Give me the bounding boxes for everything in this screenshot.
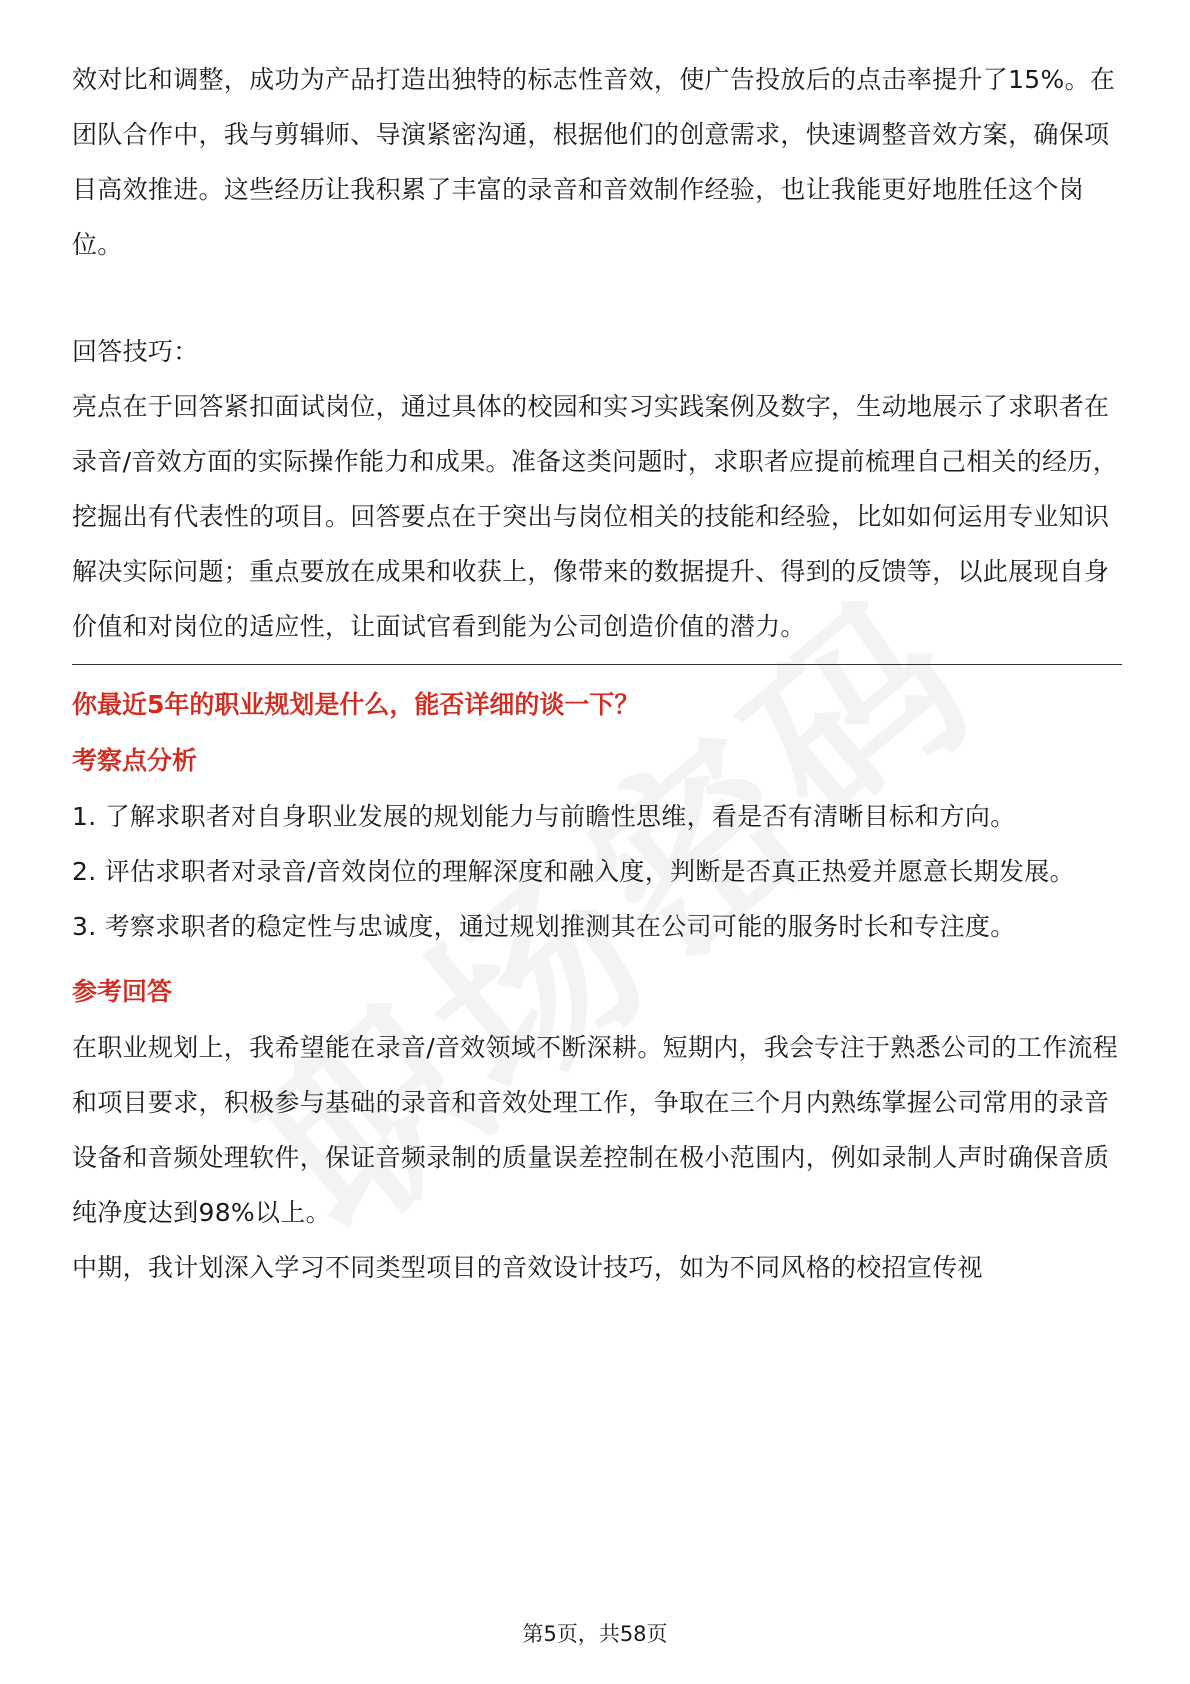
- reference-paragraph: 在职业规划上，我希望能在录音/音效领域不断深耕。短期内，我会专注于熟悉公司的工作流程和项目要求，积极参与基础的录音和音效处理工作，争取在三个月内熟练掌握公司常用的录音设备和音频处理软件，保证音频录制的质量误差控制在极小范围内，例如录制人声时确保音质纯净度达到98%以上。: [72, 1033, 1119, 1227]
- reference-paragraph: 中期，我计划深入学习不同类型项目的音效设计技巧，如为不同风格的校招宣传视: [72, 1253, 983, 1282]
- page-content: [72, 52, 1122, 1295]
- reference-heading: 参考回答: [72, 977, 173, 1006]
- question-title: 你最近5年的职业规划是什么，能否详细的谈一下？: [72, 690, 640, 719]
- analysis-heading: 考察点分析: [72, 746, 198, 775]
- tips-text: 亮点在于回答紧扣面试岗位，通过具体的校园和实习实践案例及数字，生动地展示了求职者在录音/音效方面的实际操作能力和成果。准备这类问题时，求职者应提前梳理自己相关的经历，挖掘出有代表性的项目。回答要点在于突出与岗位相关的技能和经验，比如如何运用专业知识解决实际问题；重点要放在成果和收获上，像带来的数据提升、得到的反馈等，以此展现自身价值和对岗位的适应性，让面试官看到能为公司创造价值的潜力。: [72, 392, 1119, 641]
- analysis-point: 1. 了解求职者对自身职业发展的规划能力与前瞻性思维，看是否有清晰目标和方向。: [72, 802, 1016, 831]
- page-number: 第5页，共58页: [522, 1622, 668, 1646]
- section-divider: [72, 664, 1122, 665]
- tips-label: 回答技巧：: [72, 337, 199, 366]
- analysis-point: 3. 考察求职者的稳定性与忠诚度，通过规划推测其在公司可能的服务时长和专注度。: [72, 912, 1016, 941]
- intro-paragraph: 效对比和调整，成功为产品打造出独特的标志性音效，使广告投放后的点击率提升了15%。在团队合作中，我与剪辑师、导演紧密沟通，根据他们的创意需求，快速调整音效方案，确保项目高效推进。这些经历让我积累了丰富的录音和音效制作经验，也让我能更好地胜任这个岗位。: [72, 65, 1116, 259]
- analysis-point: 2. 评估求职者对录音/音效岗位的理解深度和融入度，判断是否真正热爱并愿意长期发展。: [72, 857, 1075, 886]
